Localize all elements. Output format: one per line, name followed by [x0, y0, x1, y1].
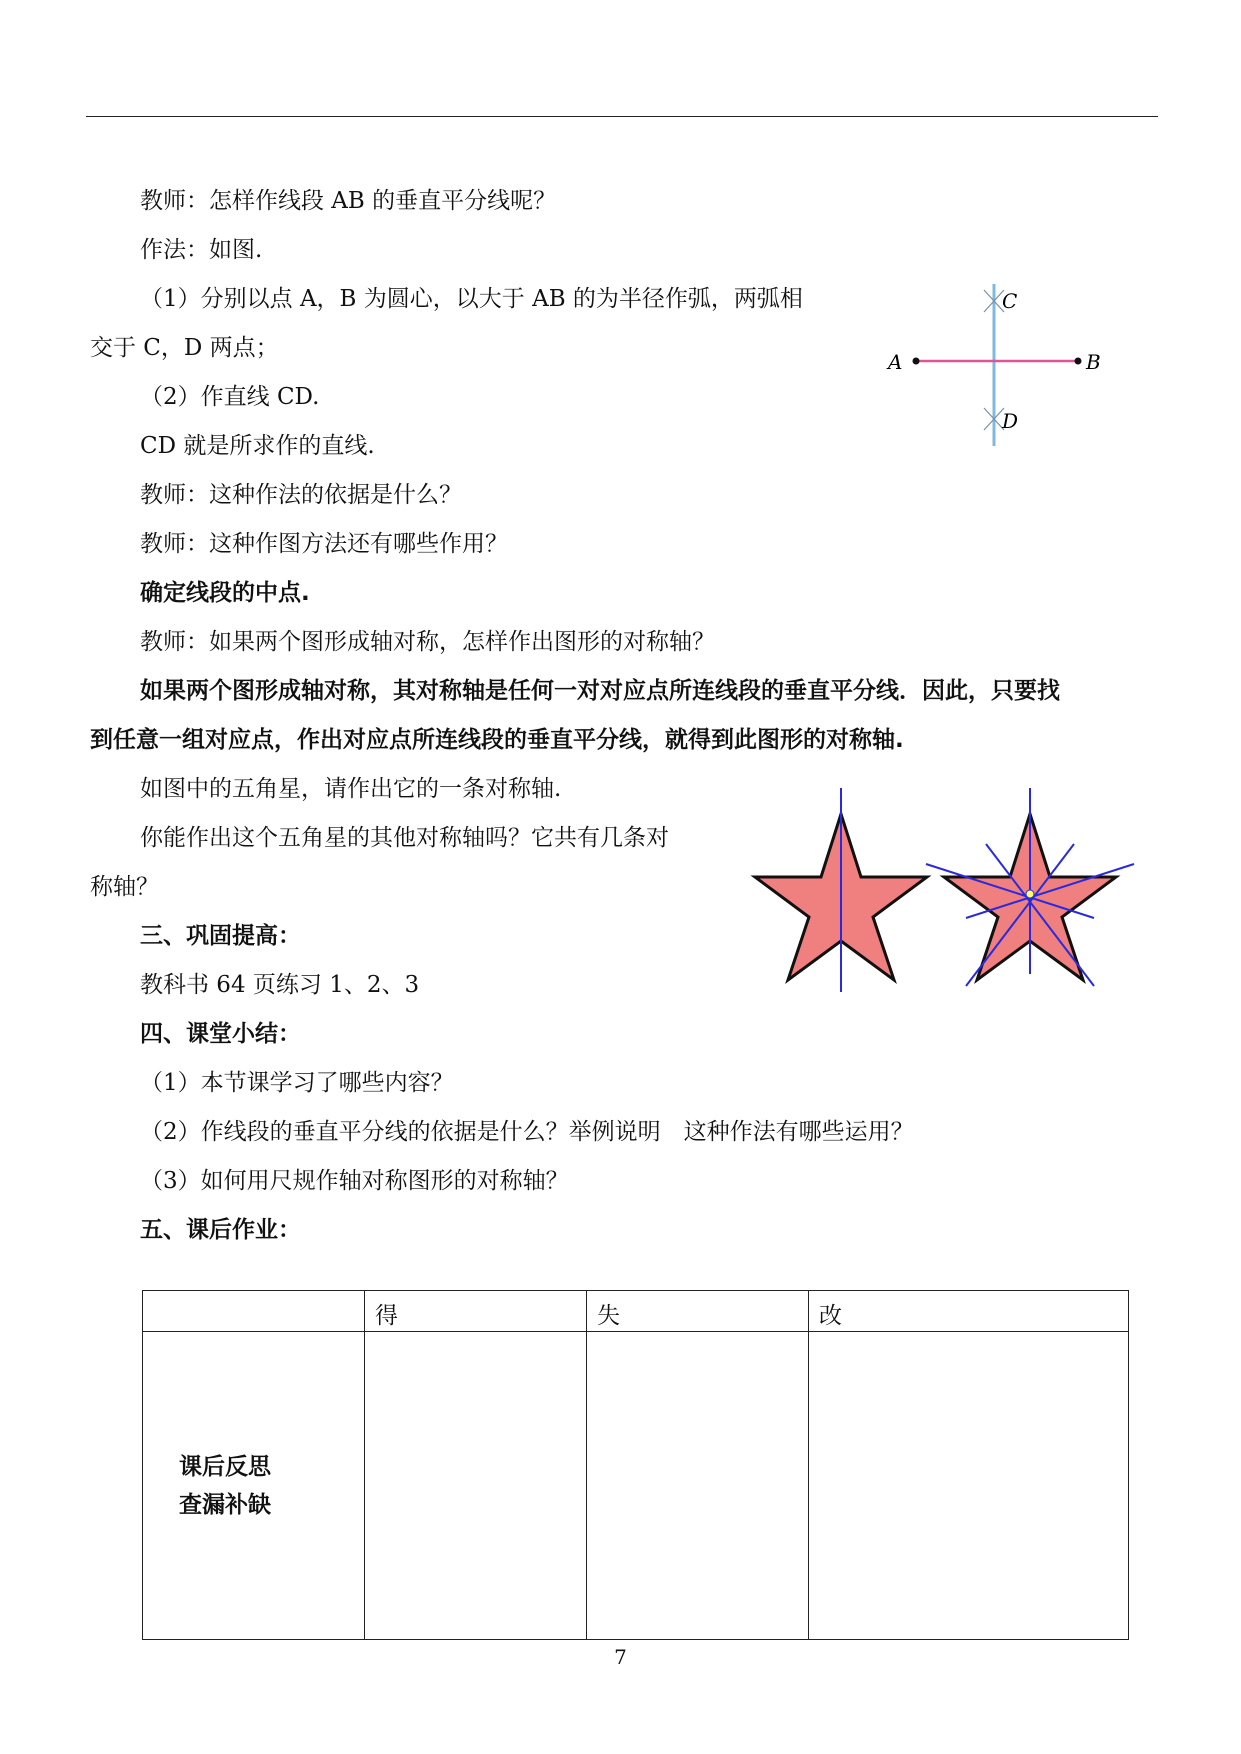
header-label-fix: 改: [819, 1303, 842, 1329]
paragraph-star-question-line1: 你能作出这个五角星的其他对称轴吗？它共有几条对: [140, 825, 669, 851]
table-row: [143, 1332, 1129, 1640]
paragraph-question-3: 教师：这种作图方法还有哪些作用？: [140, 531, 508, 557]
label-c: C: [1002, 289, 1018, 313]
paragraph-star-question-line2: 称轴？: [90, 874, 159, 900]
header-rule: [86, 116, 1158, 117]
paragraph-question-2: 教师：这种作法的依据是什么？: [140, 482, 462, 508]
fix-cell[interactable]: [809, 1332, 1129, 1640]
side-label: [143, 1332, 364, 1524]
table-header-cell: [365, 1291, 587, 1332]
paragraph-step2: （2）作直线 CD.: [140, 384, 320, 410]
section-heading-5: 五、课后作业：: [140, 1217, 301, 1243]
side-label-line-1: 课后反思: [179, 1454, 271, 1480]
paragraph-exercises: 教科书 64 页练习 1、2、3: [140, 972, 420, 998]
header-label-0: [143, 1291, 364, 1297]
gain-cell[interactable]: [365, 1332, 587, 1640]
side-label-cell: [143, 1332, 365, 1640]
label-b: B: [1086, 350, 1101, 374]
label-a: A: [888, 350, 903, 374]
header-label-loss: 失: [597, 1303, 620, 1329]
table-header-cell: [587, 1291, 809, 1332]
side-label-line-2: 查漏补缺: [179, 1492, 271, 1518]
table-header-row: [143, 1291, 1129, 1332]
star-right-center: [1026, 890, 1034, 898]
table-header-cell: [809, 1291, 1129, 1332]
point-a: [913, 358, 920, 365]
header-label-gain: 得: [375, 1303, 398, 1329]
reflection-table: [142, 1290, 1129, 1640]
paragraph-answer-4-line1: 如果两个图形成轴对称，其对称轴是任何一对对应点所连线段的垂直平分线．因此，只要找: [140, 678, 1060, 704]
bisector-figure: [870, 280, 1130, 450]
stars-figure: [750, 780, 1150, 1000]
paragraph-summary-1: （1）本节课学习了哪些内容？: [140, 1070, 454, 1096]
paragraph-question-1: 教师：怎样作线段 AB 的垂直平分线呢？: [140, 188, 557, 214]
paragraph-step1-line1: （1）分别以点 A，B 为圆心，以大于 AB 的为半径作弧，两弧相: [140, 286, 803, 312]
paragraph-star-task: 如图中的五角星，请作出它的一条对称轴.: [140, 776, 562, 802]
paragraph-result: CD 就是所求作的直线.: [140, 433, 375, 459]
page-number: 7: [614, 1645, 627, 1669]
paragraph-summary-2: （2）作线段的垂直平分线的依据是什么？举例说明 这种作法有哪些运用？: [140, 1119, 914, 1145]
section-heading-3: 三、巩固提高：: [140, 923, 301, 949]
loss-cell[interactable]: [587, 1332, 809, 1640]
paragraph-summary-3: （3）如何用尺规作轴对称图形的对称轴？: [140, 1168, 569, 1194]
paragraph-question-4: 教师：如果两个图形成轴对称，怎样作出图形的对称轴？: [140, 629, 715, 655]
paragraph-answer-4-line2: 到任意一组对应点，作出对应点所连线段的垂直平分线，就得到此图形的对称轴.: [90, 727, 904, 753]
section-heading-4: 四、课堂小结：: [140, 1021, 301, 1047]
paragraph-answer-3: 确定线段的中点.: [140, 580, 310, 606]
label-d: D: [1002, 409, 1019, 433]
paragraph-method: 作法：如图.: [140, 237, 263, 263]
point-b: [1075, 358, 1082, 365]
paragraph-step1-line2: 交于 C，D 两点；: [90, 335, 279, 361]
table-header-cell: [143, 1291, 365, 1332]
